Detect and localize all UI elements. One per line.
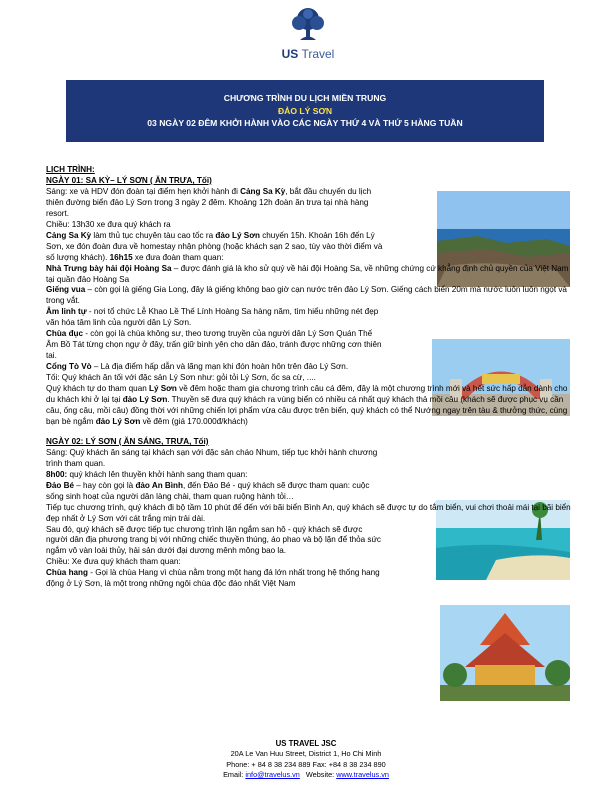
email-link[interactable]: info@travelus.vn — [245, 770, 300, 780]
day1-cong-to-vo: Cổng Tò Vò – Là địa điểm hấp dẫn và lãng mạn khi đón hoàn hôn trên đảo Lý Sơn. — [46, 362, 349, 372]
itinerary-heading: LỊCH TRÌNH: — [46, 165, 95, 174]
day1-afternoon: Chiều: 13h30 xe đưa quý khách ra — [46, 219, 171, 229]
day2-morning: Sáng: Quý khách ăn sáng tại khách sạn với đặc sản cháo Nhum, tiếp tục khởi hành chương trình tham quan. — [46, 447, 378, 468]
banner-schedule: 03 NGÀY 02 ĐÊM KHỞI HÀNH VÀO CÁC NGÀY THỨ 4 VÀ THỨ 5 HÀNG TUẦN — [147, 118, 463, 128]
day1-night-fishing: Quý khách tự do tham quan Lý Sơn về đêm hoặc tham gia chương trình câu cá đêm, đây là một chương trình mới và hết sức hấp dẫn dành cho du khách khi ở lại tại đảo Lý Sơn. Thuyền sẽ đưa quý khách ra vùng biển có nhiều cá nhất quý khách thả mồi câu (khách sẽ được phục vụ cần câu, ống câu, mồi câu) đồng thời với những chiến lợi phẩm vừa câu được trên biển, quý khách có thể Nướng ngay trên tàu & thưởng thức, cùng bạn bè ngắm đảo Lý Sơn về đêm (giá 170.000đ/khách) — [46, 384, 568, 426]
day1-port-transfer: Cảng Sa Kỳ làm thủ tục chuyên tàu cao tốc ra đảo Lý Sơn chuyến 15h. Khoản 16h đến Lý Sơn, xe đón đoàn đưa về homestay nhận phòng (hoặc khách sạn 2 sao, tùy vào thời điểm và số lượng khách). 16h15 xe đưa đoàn tham quan: — [46, 230, 383, 262]
tree-logo-icon — [286, 6, 330, 46]
day1-title: NGÀY 01: SA KỲ– LÝ SƠN ( ĂN TRƯA, Tối) — [46, 175, 212, 185]
banner-destination: ĐẢO LÝ SƠN — [277, 105, 333, 116]
logo-wordmark: US Travel — [281, 47, 335, 61]
website-link[interactable]: www.travelus.vn — [336, 770, 389, 780]
footer-address: 20A Le Van Huu Street, District 1, Ho Chi Minh — [230, 749, 382, 759]
day1-museum: Nhà Trưng bày hải đội Hoàng Sa – được đánh giá là kho sử quý về hải đội Hoàng Sa, về những chứng cứ khẳng định chủ quyền của Việt Nam tại quần đảo Hoàng Sa — [46, 263, 569, 284]
day2-title: NGÀY 02: LÝ SƠN ( ĂN SÁNG, TRƯA, Tối) — [46, 436, 209, 446]
program-banner — [66, 80, 544, 142]
us-travel-logo — [268, 6, 348, 66]
day1-chua-duc: Chùa đục - còn gọi là chùa không sư, theo tương truyền của người dân Lý Sơn Quán Thế Âm Bồ Tát từng chọn ngự ở đây, trấn giữ bình yên cho dân đảo, tránh được những cơn thiên tai. — [46, 329, 382, 361]
day1-evening: Tối: Quý khách ăn tối với đặc sản Lý Sơn như: gỏi tỏi Lý Sơn, ốc sa cừ, .... — [46, 373, 316, 383]
banner-title: CHƯƠNG TRÌNH DU LỊCH MIỀN TRUNG — [223, 93, 387, 103]
day2-afternoon: Chiều: Xe đưa quý khách tham quan: — [46, 557, 181, 567]
itinerary-content — [46, 165, 572, 590]
day1-am-linh-tu: Âm linh tự - nơi tổ chức Lễ Khao Lề Thế Lính Hoàng Sa hàng năm, tìm hiểu những nét đẹp văn hóa tâm linh của người dân Lý Sơn. — [46, 307, 379, 328]
day2-snorkel: Sau đó, quý khách sẽ được tiếp tục chương trình lặn ngắm san hô - quý khách sẽ được người dân địa phương trang bị với những chiếc thuyền thúng, áo phao và bộ lặn để thỏa sức ngắm vô vàn loài thủy, hải sản dưới đại dương mênh mông bao la. — [46, 524, 381, 556]
day2-beach: Tiếp tục chương trình, quý khách đi bộ tầm 10 phút để đến với bãi biển Bình An, quý khách sẽ được tự do tắm biển, vui chơi thoải mái tại bãi biển đẹp nhất ở Lý Sơn với cát trắng mịn trải dài. — [46, 502, 571, 523]
day2-chua-hang: Chùa hang - Gọi là chùa Hang vì chùa nằm trong một hang đá lớn nhất trong hệ thống hang động ở Lý Sơn, là một trong những ngôi chùa độc đáo nhất Việt Nam — [46, 568, 380, 589]
chua-hang-pagoda-photo — [440, 605, 570, 701]
day2-boat: 8h00: quý khách lên thuyền khởi hành sang tham quan: — [46, 469, 248, 479]
day1-morning: Sáng: xe và HDV đón đoàn tại điểm hẹn khởi hành đi Cảng Sa Kỳ, bắt đầu chuyến du lịch thiên đường biển đảo Lý Sơn trong 3 ngày 2 đêm. Khoảng 12h đoàn ăn trưa tại nhà hàng resort. — [46, 186, 372, 218]
day1-king-well: Giếng vua – còn gọi là giếng Gia Long, đây là giếng không bao giờ cạn nước trên đảo Lý Sơn. Giếng cách biển 20m mà nước luôn luôn ngọt và trong vắt. — [46, 285, 567, 306]
footer-company: US TRAVEL JSC — [275, 739, 337, 748]
company-footer — [0, 739, 612, 781]
day2-dao-be: Đảo Bé – hay còn gọi là đảo An Bình, đến Đảo Bé - quý khách sẽ được tham quan: cuộc sống sinh hoạt của người dân làng chài, tham quan ruộng hành tỏi… — [46, 480, 370, 501]
footer-contact: Email: info@travelus.vn Website: www.travelus.vn — [223, 770, 389, 780]
footer-phone: Phone: + 84 8 38 234 889 Fax: +84 8 38 234 890 — [226, 759, 386, 769]
